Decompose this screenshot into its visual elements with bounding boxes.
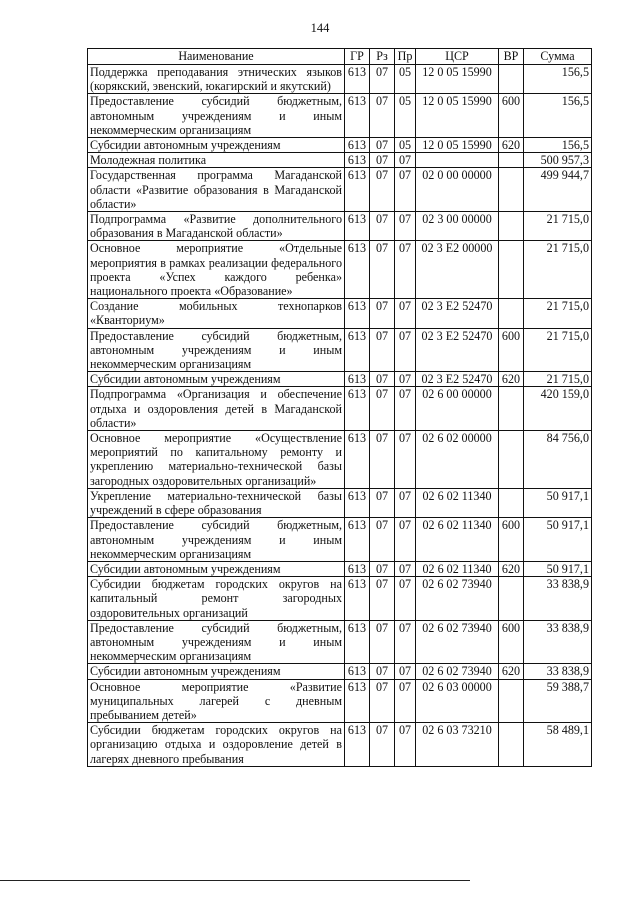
row-pr: 07 [395,488,416,517]
table-row [88,620,592,664]
row-gr: 613 [345,664,370,679]
row-name: Субсидии автономным учреждениям [88,138,345,153]
row-csr: 02 6 02 11340 [416,488,499,517]
row-name: Предоставление субсидий бюджетным, автономным учреждениям и иным некоммерческим организациям [88,518,345,562]
row-csr: 02 6 03 73210 [416,723,499,767]
row-sum: 156,5 [524,65,592,94]
row-pr: 07 [395,723,416,767]
row-sum: 33 838,9 [524,620,592,664]
row-rz: 07 [370,94,395,138]
table-row [88,431,592,489]
row-vr [499,387,524,431]
row-csr: 02 6 02 00000 [416,431,499,489]
row-sum: 21 715,0 [524,372,592,387]
row-csr: 02 6 02 11340 [416,518,499,562]
row-rz: 07 [370,153,395,168]
row-pr: 07 [395,153,416,168]
row-pr: 07 [395,518,416,562]
row-csr: 02 3 E2 52470 [416,299,499,328]
row-rz: 07 [370,328,395,372]
row-name: Государственная программа Магаданской области «Развитие образования в Магаданской области» [88,168,345,212]
row-rz: 07 [370,664,395,679]
row-name: Подпрограмма «Организация и обеспечение отдыха и оздоровления детей в Магаданской области» [88,387,345,431]
row-sum: 50 917,1 [524,518,592,562]
row-csr [416,153,499,168]
row-csr: 02 6 02 73940 [416,664,499,679]
page-number: 144 [310,21,330,35]
footer-divider [0,880,470,881]
row-pr: 07 [395,212,416,241]
row-rz: 07 [370,561,395,576]
row-vr [499,577,524,621]
row-vr: 600 [499,620,524,664]
row-pr: 05 [395,65,416,94]
table-row [88,577,592,621]
row-sum: 21 715,0 [524,299,592,328]
row-vr [499,723,524,767]
row-name: Создание мобильных технопарков «Кванториум» [88,299,345,328]
row-rz: 07 [370,679,395,723]
row-name: Основное мероприятие «Осуществление мероприятий по капитальному ремонту и укреплению материально-технической базы загородных оздоровительных организаций» [88,431,345,489]
row-sum: 420 159,0 [524,387,592,431]
row-gr: 613 [345,168,370,212]
row-sum: 156,5 [524,138,592,153]
row-gr: 613 [345,138,370,153]
table-row [88,65,592,94]
header-gr: ГР [345,49,370,65]
row-sum: 59 388,7 [524,679,592,723]
row-vr: 620 [499,561,524,576]
row-csr: 02 6 00 00000 [416,387,499,431]
row-gr: 613 [345,153,370,168]
row-name: Молодежная политика [88,153,345,168]
row-name: Субсидии автономным учреждениям [88,561,345,576]
row-name: Основное мероприятие «Отдельные мероприятия в рамках реализации федерального проекта «Успех каждого ребенка» национального проекта «Образование» [88,241,345,299]
table-row [88,561,592,576]
row-pr: 07 [395,679,416,723]
row-rz: 07 [370,723,395,767]
header-vr: ВР [499,49,524,65]
row-name: Предоставление субсидий бюджетным, автономным учреждениям и иным некоммерческим организациям [88,620,345,664]
table-row [88,328,592,372]
row-gr: 613 [345,65,370,94]
table-row [88,518,592,562]
row-vr: 620 [499,664,524,679]
table-row [88,299,592,328]
row-pr: 07 [395,664,416,679]
row-csr: 02 3 E2 52470 [416,328,499,372]
row-rz: 07 [370,620,395,664]
row-pr: 07 [395,431,416,489]
table-row [88,723,592,767]
header-pr: Пр [395,49,416,65]
row-pr: 07 [395,561,416,576]
row-gr: 613 [345,561,370,576]
row-sum: 50 917,1 [524,561,592,576]
row-vr [499,431,524,489]
row-gr: 613 [345,328,370,372]
row-pr: 05 [395,94,416,138]
row-gr: 613 [345,372,370,387]
row-csr: 02 3 00 00000 [416,212,499,241]
row-rz: 07 [370,488,395,517]
row-csr: 02 6 02 11340 [416,561,499,576]
row-csr: 02 6 02 73940 [416,577,499,621]
row-sum: 21 715,0 [524,241,592,299]
table-row [88,212,592,241]
row-csr: 02 0 00 00000 [416,168,499,212]
row-vr [499,679,524,723]
row-pr: 07 [395,241,416,299]
row-rz: 07 [370,168,395,212]
row-gr: 613 [345,723,370,767]
row-csr: 02 3 E2 00000 [416,241,499,299]
row-sum: 499 944,7 [524,168,592,212]
row-gr: 613 [345,679,370,723]
table-row [88,664,592,679]
row-csr: 12 0 05 15990 [416,138,499,153]
row-name: Укрепление материально-технической базы учреждений в сфере образования [88,488,345,517]
row-sum: 33 838,9 [524,664,592,679]
row-sum: 500 957,3 [524,153,592,168]
row-vr [499,212,524,241]
row-rz: 07 [370,65,395,94]
table-row [88,488,592,517]
row-name: Подпрограмма «Развитие дополнительного образования в Магаданской области» [88,212,345,241]
row-rz: 07 [370,577,395,621]
row-csr: 12 0 05 15990 [416,94,499,138]
row-csr: 02 3 E2 52470 [416,372,499,387]
row-gr: 613 [345,387,370,431]
row-rz: 07 [370,138,395,153]
row-sum: 156,5 [524,94,592,138]
row-vr [499,488,524,517]
header-rz: Рз [370,49,395,65]
table-row [88,138,592,153]
row-rz: 07 [370,241,395,299]
row-gr: 613 [345,488,370,517]
row-vr [499,241,524,299]
row-rz: 07 [370,372,395,387]
table-row [88,241,592,299]
table-row [88,387,592,431]
row-vr [499,65,524,94]
row-sum: 58 489,1 [524,723,592,767]
row-gr: 613 [345,241,370,299]
row-name: Субсидии автономным учреждениям [88,372,345,387]
row-vr: 620 [499,138,524,153]
row-gr: 613 [345,94,370,138]
row-vr [499,299,524,328]
row-gr: 613 [345,299,370,328]
row-pr: 05 [395,138,416,153]
row-rz: 07 [370,387,395,431]
row-vr: 600 [499,328,524,372]
row-vr [499,153,524,168]
row-pr: 07 [395,299,416,328]
row-sum: 21 715,0 [524,328,592,372]
row-name: Поддержка преподавания этнических языков (корякский, эвенский, юкагирский и якутский) [88,65,345,94]
header-name: Наименование [88,49,345,65]
row-name: Субсидии бюджетам городских округов на капитальный ремонт загородных оздоровительных организаций [88,577,345,621]
row-name: Предоставление субсидий бюджетным, автономным учреждениям и иным некоммерческим организациям [88,328,345,372]
row-name: Субсидии автономным учреждениям [88,664,345,679]
row-pr: 07 [395,577,416,621]
row-rz: 07 [370,212,395,241]
row-pr: 07 [395,168,416,212]
row-sum: 21 715,0 [524,212,592,241]
table-header-row [88,49,592,65]
row-pr: 07 [395,328,416,372]
row-sum: 84 756,0 [524,431,592,489]
row-vr: 600 [499,518,524,562]
row-vr: 620 [499,372,524,387]
row-name: Основное мероприятие «Развитие муниципальных лагерей с дневным пребыванием детей» [88,679,345,723]
header-csr: ЦСР [416,49,499,65]
row-vr [499,168,524,212]
row-sum: 33 838,9 [524,577,592,621]
budget-table [87,48,592,767]
row-gr: 613 [345,212,370,241]
row-name: Субсидии бюджетам городских округов на организацию отдыха и оздоровление детей в лагерях дневного пребывания [88,723,345,767]
row-rz: 07 [370,299,395,328]
row-sum: 50 917,1 [524,488,592,517]
row-csr: 02 6 03 00000 [416,679,499,723]
table-row [88,372,592,387]
row-csr: 02 6 02 73940 [416,620,499,664]
table-row [88,679,592,723]
row-pr: 07 [395,620,416,664]
header-sum: Сумма [524,49,592,65]
row-pr: 07 [395,387,416,431]
row-rz: 07 [370,431,395,489]
row-name: Предоставление субсидий бюджетным, автономным учреждениям и иным некоммерческим организациям [88,94,345,138]
row-rz: 07 [370,518,395,562]
table-row [88,94,592,138]
row-pr: 07 [395,372,416,387]
row-gr: 613 [345,620,370,664]
row-vr: 600 [499,94,524,138]
row-csr: 12 0 05 15990 [416,65,499,94]
row-gr: 613 [345,518,370,562]
row-gr: 613 [345,577,370,621]
table-body [88,65,592,767]
table-row [88,153,592,168]
table-row [88,168,592,212]
row-gr: 613 [345,431,370,489]
